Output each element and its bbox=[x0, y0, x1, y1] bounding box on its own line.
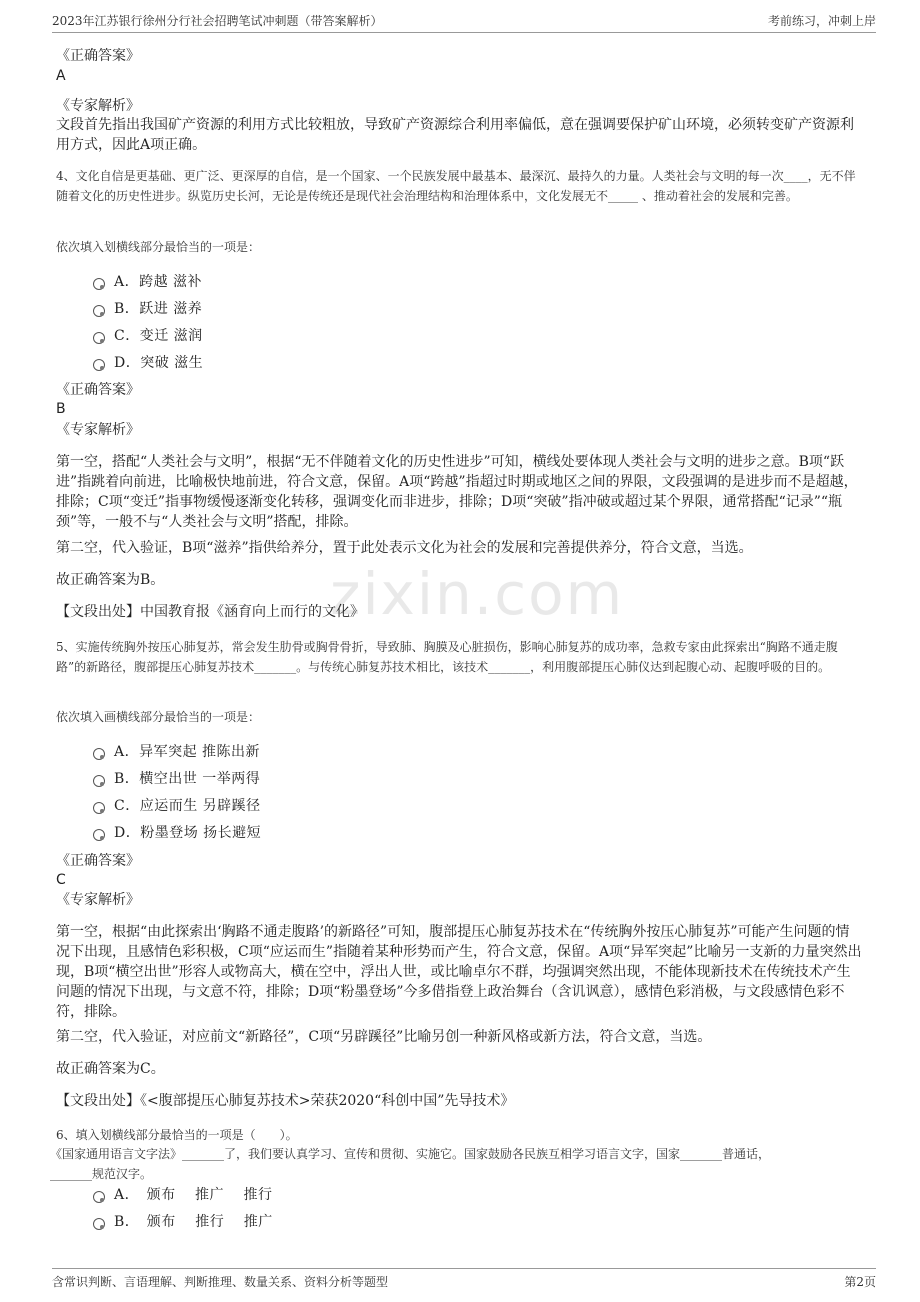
radio-icon[interactable] bbox=[93, 748, 105, 760]
question-4-prompt: 依次填入划横线部分最恰当的一项是： bbox=[56, 240, 261, 254]
source-text: 【文段出处】《<腹部提压心肺复苏技术>荣获2020“科创中国”先导技术》 bbox=[56, 1093, 515, 1109]
radio-icon[interactable] bbox=[93, 359, 105, 371]
analysis-label: 《专家解析》 bbox=[56, 98, 140, 114]
conclusion-text: 故正确答案为B。 bbox=[56, 572, 165, 588]
question-6-options bbox=[93, 1185, 493, 1239]
question-6-stem: 6、填入划横线部分最恰当的一项是（ ）。 bbox=[56, 1128, 298, 1142]
question-4-options bbox=[93, 272, 493, 380]
analysis-label: 《专家解析》 bbox=[56, 422, 140, 438]
option-d[interactable]: D．粉墨登场 扬长避短 bbox=[93, 823, 493, 850]
answer-value: B bbox=[56, 401, 66, 417]
watermark: zixin.com bbox=[330, 560, 625, 628]
analysis-text: 第二空，代入验证，B项“滋养”指供给养分，置于此处表示文化为社会的发展和完善提供养分，符合文意，当选。 bbox=[56, 540, 753, 556]
option-a[interactable]: A．跨越 滋补 bbox=[93, 272, 493, 299]
answer-label: 《正确答案》 bbox=[56, 48, 140, 64]
radio-icon[interactable] bbox=[93, 775, 105, 787]
question-5-options bbox=[93, 742, 493, 850]
footer-note: 含常识判断、言语理解、判断推理、数量关系、资料分析等题型 bbox=[52, 1275, 389, 1289]
document-title: 2023年江苏银行徐州分行社会招聘笔试冲刺题（带答案解析） bbox=[52, 14, 383, 28]
option-c[interactable]: C．变迁 滋润 bbox=[93, 326, 493, 353]
analysis-text: 第一空，搭配“人类社会与文明”，根据“无不伴随着文化的历史性进步”可知，横线处要体现人类社会与文明的进步之意。B项“跃进”指跳着向前进，比喻极快地前进，符合文意，保留。A项“跨越”指超过时期或地区之间的界限，文段强调的是进步而不是超越，排除；C项“变迁”指事物缓慢逐渐变化转移，强调变化而非进步，排除；D项“突破”指冲破或超过某个界限，通常搭配“记录”“瓶颈”等，一般不与“人类社会与文明”搭配，排除。 bbox=[56, 454, 858, 530]
option-a[interactable]: A． 颁布 推广 推行 bbox=[93, 1185, 493, 1212]
question-6-text: 《国家通用语言文字法》_______了，我们要认真学习、宣传和贯彻、实施它。国家鼓励各民族互相学习语言文字，国家_______普通话，_______规范汉字。 bbox=[50, 1147, 771, 1181]
option-a[interactable]: A．异军突起 推陈出新 bbox=[93, 742, 493, 769]
header-slogan: 考前练习，冲刺上岸 bbox=[767, 14, 876, 28]
conclusion-text: 故正确答案为C。 bbox=[56, 1061, 165, 1077]
option-b[interactable]: B．跃进 滋养 bbox=[93, 299, 493, 326]
question-5-stem: 5、实施传统胸外按压心肺复苏，常会发生肋骨或胸骨骨折，导致肺、胸膜及心脏损伤，影响心肺复苏的成功率，急救专家由此探索出“胸路不通走腹路”的新路径，腹部提压心肺复苏技术_______。与传统心肺复苏技术相比，该技术_______，利用腹部提压心肺仪达到起腹心动、起腹呼吸的目的。 bbox=[56, 640, 838, 674]
page-footer bbox=[52, 1268, 876, 1291]
option-b[interactable]: B． 颁布 推行 推广 bbox=[93, 1212, 493, 1239]
radio-icon[interactable] bbox=[93, 1191, 105, 1203]
question-4-stem: 4、文化自信是更基础、更广泛、更深厚的自信，是一个国家、一个民族发展中最基本、最深沉、最持久的力量。人类社会与文明的每一次____，无不伴随着文化的历史性进步。纵览历史长河，无论是传统还是现代社会治理结构和治理体系中，文化发展无不_____ 、推动着社会的发展和完善。 bbox=[56, 169, 856, 203]
answer-label: 《正确答案》 bbox=[56, 382, 140, 398]
radio-icon[interactable] bbox=[93, 305, 105, 317]
radio-icon[interactable] bbox=[93, 332, 105, 344]
page-header bbox=[52, 10, 876, 33]
option-c[interactable]: C．应运而生 另辟蹊径 bbox=[93, 796, 493, 823]
analysis-text: 第二空，代入验证，对应前文“新路径”，C项“另辟蹊径”比喻另创一种新风格或新方法，符合文意，当选。 bbox=[56, 1029, 712, 1045]
answer-value: C bbox=[56, 872, 66, 888]
radio-icon[interactable] bbox=[93, 1218, 105, 1230]
option-b[interactable]: B．横空出世 一举两得 bbox=[93, 769, 493, 796]
radio-icon[interactable] bbox=[93, 802, 105, 814]
radio-icon[interactable] bbox=[93, 278, 105, 290]
option-d[interactable]: D．突破 滋生 bbox=[93, 353, 493, 380]
radio-icon[interactable] bbox=[93, 829, 105, 841]
page-number: 第2页 bbox=[844, 1275, 876, 1289]
analysis-label: 《专家解析》 bbox=[56, 892, 140, 908]
answer-label: 《正确答案》 bbox=[56, 853, 140, 869]
analysis-text: 第一空，根据“由此探索出‘胸路不通走腹路’的新路径”可知，腹部提压心肺复苏技术在“传统胸外按压心肺复苏”可能产生问题的情况下出现，且感情色彩积极，C项“应运而生”指随着某种形势而产生，符合文意，保留。A项“异军突起”比喻另一支新的力量突然出现，B项“横空出世”形容人或物高大，横在空中，浮出人世，或比喻卓尔不群，均强调突然出现，不能体现新技术在传统技术产生问题的情况下出现，与文意不符，排除；D项“粉墨登场”今多借指登上政治舞台（含讥讽意），感情色彩消极，与文段感情色彩不符，排除。 bbox=[56, 924, 862, 1020]
answer-value: A bbox=[56, 68, 66, 84]
question-5-prompt: 依次填入画横线部分最恰当的一项是： bbox=[56, 710, 261, 724]
source-text: 【文段出处】中国教育报《涵育向上而行的文化》 bbox=[56, 604, 364, 620]
analysis-text: 文段首先指出我国矿产资源的利用方式比较粗放，导致矿产资源综合利用率偏低，意在强调要保护矿山环境，必须转变矿产资源利用方式，因此A项正确。 bbox=[56, 117, 854, 153]
